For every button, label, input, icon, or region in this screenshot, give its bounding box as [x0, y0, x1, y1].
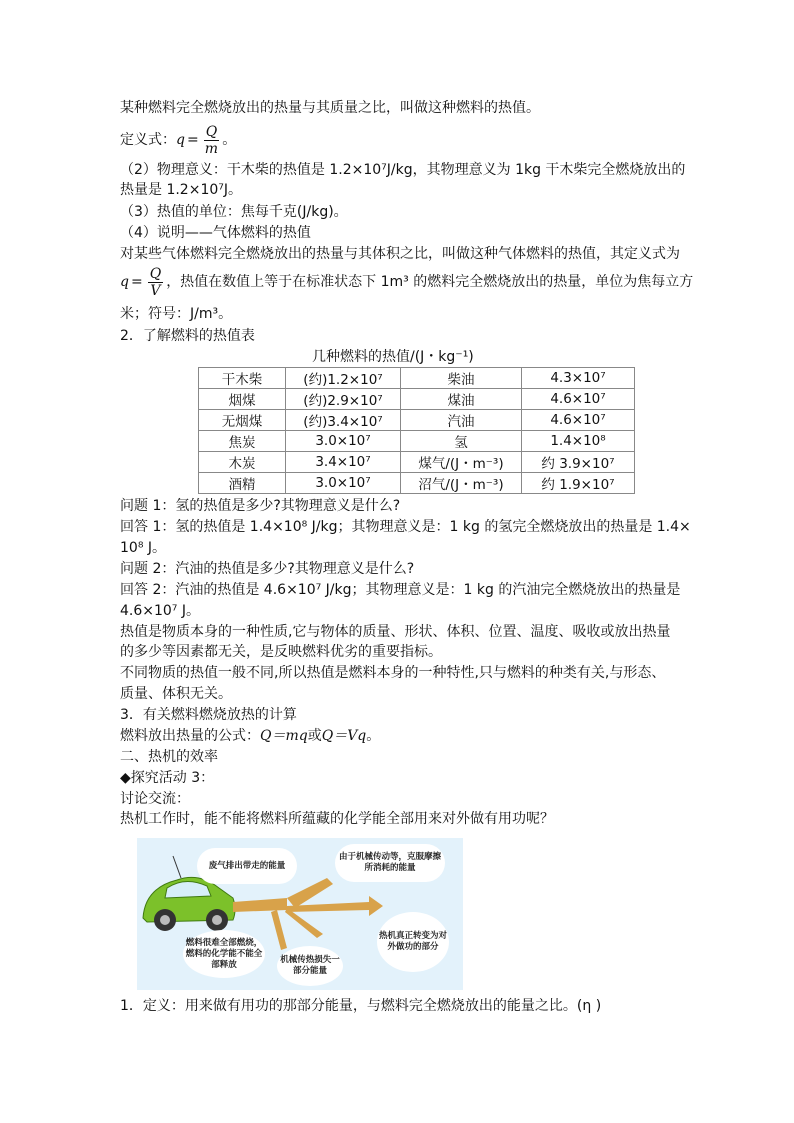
formula-suffix: 。	[222, 132, 237, 148]
table-cell: 焦炭	[199, 431, 286, 452]
table-cell: 烟煤	[199, 389, 286, 410]
answer-2-line-1: 回答 2：汽油的热值是 4.6×10⁷ J/kg；其物理意义是：1 kg 的汽油完全燃烧放出的热量是	[120, 582, 681, 598]
table-cell: 约 3.9×10⁷	[522, 452, 635, 473]
table-cell: 3.0×10⁷	[286, 473, 401, 494]
text-line-18: 热值是物质本身的一种性质,它与物体的质量、形状、体积、位置、温度、吸收或放出热量	[120, 624, 671, 640]
heat-value-table	[198, 367, 635, 494]
table-row	[199, 389, 635, 410]
table-cell: 煤气/(J・m⁻³)	[401, 452, 522, 473]
question-1: 问题 1：氢的热值是多少?其物理意义是什么?	[120, 498, 401, 514]
text-line-1: 某种燃料完全燃烧放出的热量与其质量之比，叫做这种燃料的热值。	[120, 100, 540, 116]
table-row	[199, 431, 635, 452]
formula-eq: =	[186, 132, 199, 148]
question-2: 问题 2：汽油的热值是多少?其物理意义是什么?	[120, 561, 415, 577]
efficiency-definition: 1．定义：用来做有用功的那部分能量，与燃料完全燃烧放出的能量之比。(η )	[120, 998, 602, 1014]
table-caption: 几种燃料的热值/(J・kg⁻¹)	[312, 349, 474, 365]
table-cell: 无烟煤	[199, 410, 286, 431]
fraction-q-over-m	[204, 124, 219, 157]
fraction-denominator: m	[204, 140, 219, 157]
table-cell: 酒精	[199, 473, 286, 494]
table-row	[199, 473, 635, 494]
answer-2-line-2: 4.6×10⁷ J。	[120, 603, 201, 619]
gas-formula-line	[120, 264, 693, 300]
definition-formula	[120, 122, 236, 158]
text-line-3: （2）物理意义：干木柴的热值是 1.2×10⁷J/kg，其物理意义为 1kg 干木柴完全燃烧放出的	[120, 162, 686, 178]
bubble-incomplete-combustion: 燃料很难全部燃烧，燃料的化学能不能全部释放	[183, 930, 265, 978]
text-line-10: 2．了解燃料的热值表	[120, 328, 255, 344]
table-cell: 柴油	[401, 368, 522, 389]
text-line-9: 米；符号：J/m³。	[120, 306, 233, 322]
heat-formula-line	[120, 726, 380, 746]
table-row	[199, 410, 635, 431]
table-row	[199, 452, 635, 473]
bubble-useful-work: 热机真正转变为对外做功的部分	[377, 912, 449, 972]
answer-1-line-2: 10⁸ J。	[120, 540, 167, 556]
table-cell: 木炭	[199, 452, 286, 473]
table-cell: 约 1.9×10⁷	[522, 473, 635, 494]
table-cell: 煤油	[401, 389, 522, 410]
table-cell: (约)2.9×10⁷	[286, 389, 401, 410]
table-cell: 4.6×10⁷	[522, 389, 635, 410]
answer-1-line-1: 回答 1：氢的热值是 1.4×10⁸ J/kg；其物理意义是：1 kg 的氢完全燃烧放出的热量是 1.4×	[120, 519, 691, 535]
section-heading-3: 3．有关燃料燃烧放热的计算	[120, 707, 297, 723]
text-line-19: 的多少等因素都无关，是反映燃料优劣的重要指标。	[120, 644, 442, 660]
table-cell: 氢	[401, 431, 522, 452]
table-cell: 3.0×10⁷	[286, 431, 401, 452]
table-cell: 4.3×10⁷	[522, 368, 635, 389]
text-line-21: 质量、体积无关。	[120, 686, 232, 702]
gas-formula-suffix: ，热值在数值上等于在标准状态下 1m³ 的燃料完全燃烧放出的热量，单位为焦每立方	[166, 274, 694, 290]
energy-flow-figure	[137, 838, 463, 990]
text-line-20: 不同物质的热值一般不同,所以热值是燃料本身的一种特性,只与燃料的种类有关,与形态、	[120, 665, 666, 681]
table-cell: 干木柴	[199, 368, 286, 389]
table-cell: (约)3.4×10⁷	[286, 410, 401, 431]
fraction-q-over-v	[148, 266, 163, 299]
bubble-exhaust: 废气排出带走的能量	[197, 848, 297, 884]
formula-q: q	[176, 132, 185, 148]
text-line-5: （3）热值的单位：焦每千克(J/kg)。	[120, 204, 348, 220]
bubble-heat-loss: 机械传热损失一部分能量	[277, 946, 343, 986]
gas-fraction-denominator: V	[150, 282, 161, 299]
formula-prefix: 定义式：	[120, 132, 176, 148]
gas-fraction-numerator: Q	[149, 265, 162, 282]
table-cell: 沼气/(J・m⁻³)	[401, 473, 522, 494]
fraction-numerator: Q	[205, 123, 218, 140]
section-heading-efficiency: 二、热机的效率	[120, 749, 218, 765]
text-line-4: 热量是 1.2×10⁷J。	[120, 182, 243, 198]
text-line-6: （4）说明——气体燃料的热值	[120, 225, 311, 241]
table-cell: 1.4×10⁸	[522, 431, 635, 452]
activity-heading: ◆探究活动 3：	[120, 770, 215, 786]
gas-formula-eq: =	[130, 274, 143, 290]
gas-formula-q: q	[120, 274, 129, 290]
table-cell: 4.6×10⁷	[522, 410, 635, 431]
heat-formula-prefix: 燃料放出热量的公式：	[120, 728, 260, 744]
heat-formula-volume: Q＝Vq	[321, 728, 367, 744]
bubble-friction: 由于机械传动等，克服摩擦所消耗的能量	[335, 844, 445, 882]
table-row	[199, 368, 635, 389]
heat-formula-mass: Q＝mq	[260, 728, 308, 744]
table-cell: 3.4×10⁷	[286, 452, 401, 473]
discussion-question: 热机工作时，能不能将燃料所蕴藏的化学能全部用来对外做有用功呢？	[120, 811, 554, 827]
text-line-7: 对某些气体燃料完全燃烧放出的热量与其体积之比，叫做这种气体燃料的热值，其定义式为	[120, 246, 680, 262]
table-cell: 汽油	[401, 410, 522, 431]
table-cell: (约)1.2×10⁷	[286, 368, 401, 389]
discussion-label: 讨论交流：	[120, 791, 190, 807]
heat-formula-suffix: 。	[366, 728, 381, 744]
heat-formula-or: 或	[307, 728, 322, 744]
